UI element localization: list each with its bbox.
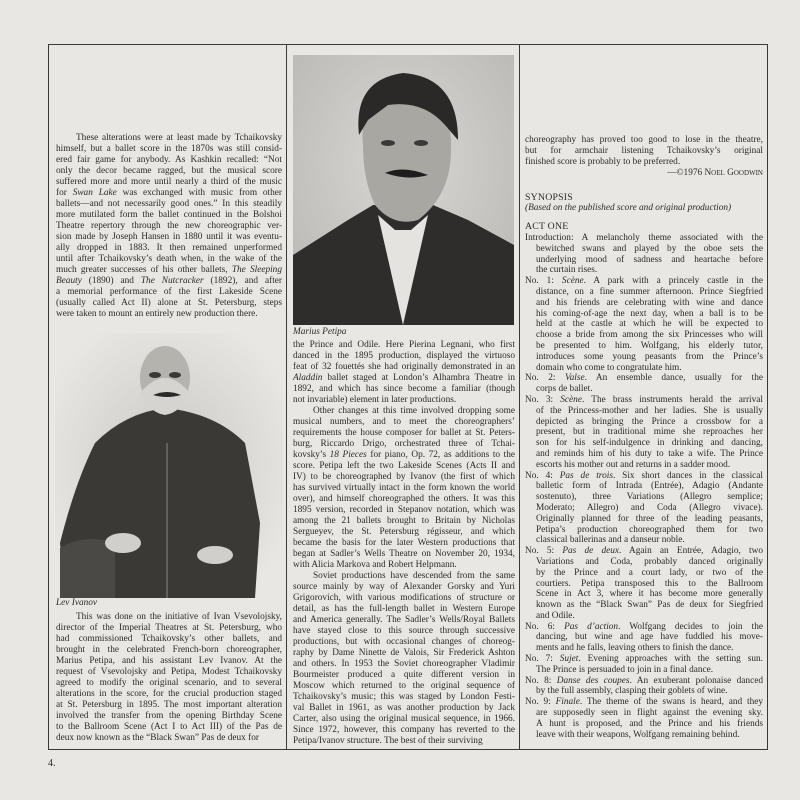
- column-3: [525, 135, 763, 740]
- text-line: [56, 188, 282, 199]
- text-segment: . Wolfgang decides to join the: [618, 621, 763, 632]
- text-segment: . Six short dances in the classical: [612, 470, 763, 481]
- text-line: ered fair game for anybody. As Kashkin recalled: “Not: [56, 155, 282, 165]
- text-line: [56, 265, 282, 276]
- synopsis-entry: [525, 373, 763, 395]
- text-line: Petipa/Ivanov structure. The best of their surviving: [293, 736, 483, 746]
- text-line: bewitched swans and played by the oboe sets the: [536, 243, 763, 254]
- italic-text: Scène: [561, 276, 584, 287]
- text-line: Moderato; Allegro) and Coda (Allegro vivace).: [536, 502, 763, 513]
- text-line: deux now known as the “Black Swan” Pas de deux for: [56, 733, 259, 743]
- text-line: and his friends are celebrating with wine and dance: [536, 297, 763, 308]
- italic-text: Danse des coupes: [556, 675, 630, 686]
- author-signature: [525, 168, 763, 179]
- italic-text: Sujet: [559, 654, 579, 665]
- text-line: dancing, but wine and age have fuddled his move-: [536, 632, 763, 643]
- italic-text: 18 Pieces: [329, 450, 367, 460]
- text-segment: ballet staged at London’s Alhambra Theatre in: [322, 373, 515, 383]
- text-line: Originally planned for three of the leading peasants,: [536, 513, 763, 524]
- article-text-col1-bottom: [56, 612, 282, 744]
- text-segment: (1890) and: [81, 276, 141, 286]
- text-line: danced in the 1895 production, displayed the virtuoso: [293, 351, 515, 361]
- text-line: choreography has proved too good to lose in the theatre,: [525, 135, 763, 145]
- text-line: Bourmeister produced a quite different version in: [293, 670, 515, 680]
- synopsis-subtitle: (Based on the published score and original production): [525, 203, 732, 213]
- text-segment: No. 7:: [525, 654, 560, 665]
- text-line: and others. In 1953 the Soviet choreographer Vladimir: [293, 659, 515, 669]
- text-line: corps de ballet.: [536, 384, 593, 395]
- text-line: brought in the celebrated French-born choreographer,: [56, 645, 282, 655]
- text-line: and Odile.: [536, 610, 575, 621]
- synopsis-entry: [525, 622, 763, 654]
- text-line: be presented to him. Wolfgang, his elderly tutor,: [536, 340, 763, 351]
- text-line: Tchaikovsky’s music; this was staged by London Festi-: [293, 692, 515, 702]
- text-segment: for piano, Op. 72, as additions to the: [366, 450, 515, 460]
- text-line: escorts his mother out and returns in a sadder mood.: [536, 459, 731, 470]
- text-segment: No. 4:: [525, 470, 560, 481]
- text-line: Moscow which returned to the original sequence of: [293, 681, 515, 691]
- text-segment: No. 2:: [525, 373, 565, 384]
- text-line: balletic form of Intrada (Entrée), Adagio (Andante: [536, 481, 763, 492]
- synopsis-entry: [525, 233, 763, 276]
- text-segment: No. 6:: [525, 621, 565, 632]
- text-line: had commissioned Tchaikovsky’s other ballets, and: [56, 634, 282, 644]
- text-line: among the 21 ballets brought to Britain by Nicholas: [293, 516, 515, 526]
- text-segment: No. 9:: [525, 697, 556, 708]
- italic-text: Pas de trois: [559, 470, 613, 481]
- text-line: more mutilated form the ballet continued in the Bolshoi: [56, 210, 282, 220]
- text-line: suffered more and more until nearly a third of the music: [56, 177, 282, 187]
- text-line: involved the transfer from the opening Birthday Scene: [56, 711, 282, 721]
- text-line: Introduction: A melancholy theme associated with the: [525, 233, 763, 243]
- text-line: [525, 471, 763, 482]
- paragraph: [293, 571, 515, 747]
- text-line: Petipa’s production choreographed them for two: [536, 524, 763, 535]
- text-line: the curtain rises.: [536, 265, 598, 276]
- text-line: were taken to mount an entirely new production there.: [56, 309, 258, 319]
- text-line: burg, Riccardo Drigo, orchestrated three of Tchai-: [293, 439, 515, 449]
- text-line: Soviet productions have descended from the same: [313, 571, 515, 581]
- synopsis-entry: [525, 676, 763, 698]
- text-line: Variations and Coda, probably danced originally: [536, 556, 763, 567]
- text-segment: for: [56, 188, 73, 198]
- small-caps-text: Noel Goodwin: [704, 168, 763, 178]
- text-line: raphy by Dame Ninette de Valois, Sir Frederick Ashton: [293, 648, 515, 658]
- synopsis-entry: [525, 546, 763, 622]
- italic-text: Pas de deux: [562, 546, 619, 557]
- text-line: with Alicia Markova and Robert Helpmann.: [293, 560, 457, 570]
- text-segment: . An ensemble dance, usually for the: [584, 373, 763, 384]
- text-line: The Prince is persuaded to join in a final dance.: [536, 664, 714, 675]
- text-line: [525, 373, 763, 384]
- marius-petipa-photo: [293, 55, 514, 325]
- text-line: held at the castle at which he will be expected to: [536, 319, 763, 330]
- column-divider: [286, 44, 287, 750]
- text-segment: No. 1:: [525, 276, 562, 287]
- text-line: Marius Petipa, and his assistant Lev Ivanov. At the: [56, 656, 282, 666]
- text-line: score. Petipa left the two Lakeside Scenes (Acts II and: [293, 461, 515, 471]
- text-line: classical ballerinas and a danseur noble.: [536, 535, 685, 546]
- text-segment: . An exuberant polonaise danced: [629, 675, 763, 686]
- text-line: A hunt is proposed, and the Prince and his friends: [536, 718, 763, 729]
- text-line: Grigorovich, with various modifications of structure or: [293, 593, 515, 603]
- text-line: [525, 546, 763, 557]
- text-line: sion made by Joseph Hansen in 1880 until it was eventu-: [56, 232, 282, 242]
- text-segment: No. 8:: [525, 675, 557, 686]
- text-line: Other changes at this time involved dropping some: [313, 406, 515, 416]
- article-text-col1-top: [56, 133, 282, 320]
- text-line: leave with their weapons, Wolfgang remaining behind.: [536, 729, 740, 740]
- text-segment: No. 5:: [525, 546, 563, 557]
- text-line: This was done on the initiative of Ivan Vsevolojsky,: [76, 612, 282, 622]
- italic-text: The Sleeping: [231, 265, 282, 275]
- text-segment: . The theme of the swans is heard, and they: [579, 697, 763, 708]
- text-line: finished score is probably to be preferred.: [525, 157, 681, 167]
- text-line: feat of 32 fouettés she had originally demonstrated in an: [293, 362, 515, 372]
- italic-text: Finale: [555, 697, 580, 708]
- italic-text: Pas d’action: [564, 621, 619, 632]
- text-line: Scene in Act 3, where it has become more generally: [536, 589, 763, 600]
- text-line: but for armchair listening Tchaikovsky’s original: [525, 146, 763, 156]
- italic-text: Beauty: [56, 276, 82, 286]
- text-line: director of the Imperial Theatres at St. Petersburg, who: [56, 623, 282, 633]
- article-text-col2: [293, 340, 515, 747]
- text-line: [293, 373, 515, 384]
- text-line: to the Ballroom Scene (Act I to Act III) of the Pas de: [56, 722, 282, 732]
- text-line: distance, on a fine summer afternoon. Prince Siegfried: [536, 286, 763, 297]
- photo-caption-petipa: Marius Petipa: [293, 327, 347, 337]
- text-segment: kovsky’s: [293, 450, 330, 460]
- text-line: [525, 276, 763, 287]
- text-line: [525, 654, 763, 665]
- text-line: not invariable) element in later productions.: [293, 395, 457, 405]
- text-line: ally dropped in 1883. It then remained unperformed: [56, 243, 282, 253]
- text-line: only the decor became ragged, but the musical score: [56, 166, 282, 176]
- text-line: [525, 395, 763, 406]
- text-line: became the basis for the later Western productions that: [293, 538, 515, 548]
- text-line: Carter, also using the original musical sequence, in 1966.: [293, 714, 515, 724]
- text-line: sostenuto), three Variations (Allegro semplice;: [536, 492, 763, 503]
- text-line: underlying mood of sadness and heartache before: [536, 254, 763, 265]
- text-line: Since 1972, however, this company has reverted to the: [293, 725, 515, 735]
- text-line: by the Prince and a court lady, or two of the: [536, 567, 763, 578]
- act-heading: ACT ONE: [525, 221, 569, 232]
- text-line: request of Vsevolojsky and Petipa, Modest Tchaikovsky: [56, 667, 282, 677]
- text-line: depicted as bringing the Prince a crossbow for a: [536, 416, 763, 427]
- text-segment: No. 3:: [525, 394, 561, 405]
- text-line: Sergueyev, the St. Petersburg régisseur, and which: [293, 527, 515, 537]
- text-line: has survived virtually intact in the form known the world: [293, 483, 515, 493]
- text-line: productions, but with occasional changes of choreog-: [293, 637, 515, 647]
- text-line: [525, 697, 763, 708]
- italic-text: Scène: [560, 394, 582, 405]
- text-line: choose a bride from among the six Princesses who will: [536, 330, 763, 341]
- page-number: 4.: [48, 758, 56, 769]
- text-line: known as the “Black Swan” Pas de deux for Siegfried: [536, 600, 763, 611]
- text-segment: (1892), and after: [203, 276, 282, 286]
- article-text-col3: [525, 135, 763, 168]
- text-line: ments and he falls, leaving others to finish the dance.: [536, 643, 734, 654]
- text-segment: . The brass instruments herald the arrival: [581, 394, 763, 405]
- text-line: ballets—and not necessarily good ones.” In this steadily: [56, 199, 282, 209]
- text-line: [56, 276, 282, 287]
- text-line: detail, as has the full-length ballet in Western Europe: [293, 604, 515, 614]
- text-line: and reminds him of his duty to take a wife. The Prince: [536, 448, 763, 459]
- text-line: until after Tchaikovsky’s death when, in the wake of the: [56, 254, 282, 264]
- synopsis-entry: [525, 697, 763, 740]
- text-line: himself, but a ballet score in the 1870s was still consid-: [56, 144, 282, 154]
- text-line: [525, 676, 763, 687]
- text-line: over), and himself choreographed the others. It was this: [293, 494, 515, 504]
- italic-text: The Nutcracker: [140, 276, 204, 286]
- synopsis-entries: [525, 233, 763, 740]
- text-line: domain who come to congratulate him.: [536, 362, 682, 373]
- text-line: These alterations were at least made by Tchaikovsky: [76, 133, 282, 143]
- text-line: IV) to be choreographed by Ivanov (the first of which: [293, 472, 515, 482]
- italic-text: Swan Lake: [72, 188, 117, 198]
- text-line: [525, 622, 763, 633]
- text-line: Theatre repertory through the new choreographic ver-: [56, 221, 282, 231]
- text-line: [293, 450, 515, 461]
- text-line: 1892, and which has since become a familiar (though: [293, 384, 515, 394]
- column-divider: [519, 44, 520, 750]
- text-line: requirements the house composer for ballet at St. Peters-: [293, 428, 515, 438]
- text-line: are supposedly seen in flight against the evening sky.: [536, 708, 763, 719]
- text-segment: was exchanged with music from other: [116, 188, 283, 198]
- text-segment: . Evening approaches with the setting sun.: [578, 654, 763, 665]
- synopsis-heading: SYNOPSIS: [525, 192, 573, 203]
- text-line: began at Sadler’s Wells Theatre on November 20, 1934,: [293, 549, 515, 559]
- text-line: source mainly by way of Alexander Gorsky and Yuri: [293, 582, 515, 592]
- paragraph: [293, 406, 515, 571]
- synopsis-entry: [525, 395, 763, 471]
- text-segment: . A park with a princely castle in the: [583, 276, 763, 287]
- lev-ivanov-photo: [55, 333, 283, 598]
- italic-text: Valse: [564, 373, 585, 384]
- photo-caption-ivanov: Lev Ivanov: [56, 598, 98, 608]
- text-line: of the Princess-mother and her ladies. She is usually: [536, 405, 763, 416]
- text-line: present, but in traditional mime she reproaches her: [536, 427, 763, 438]
- text-line: (usually called Act II) alone at St. Petersburg, steps: [56, 298, 282, 308]
- text-segment: . Again an Entrée, Adagio, two: [619, 546, 764, 557]
- text-line: introduces some young peasants from the Prince’s: [536, 351, 763, 362]
- italic-text: Aladdin: [293, 373, 323, 383]
- synopsis-entry: [525, 276, 763, 373]
- text-line: 1895 version, recorded in Stepanov notation, which was: [293, 505, 515, 515]
- text-line: have stayed close to this source through successive: [293, 626, 515, 636]
- text-line: musical numbers, and to meet the choreographers’: [293, 417, 515, 427]
- synopsis-entry: [525, 471, 763, 547]
- text-line: his coming-of-age the next day, when a ball is to be: [536, 308, 763, 319]
- text-line: at St. Petersburg in 1895. The most important alteration: [56, 700, 282, 710]
- text-line: son for his self-indulgence in drinking and dancing,: [536, 438, 763, 449]
- text-segment: —©1976: [667, 168, 705, 178]
- text-line: val Ballet in 1961, as was another production by Jack: [293, 703, 515, 713]
- text-line: by the full assembly, clasping their goblets of wine.: [536, 686, 728, 697]
- text-line: a memorial performance of the first Lakeside Scene: [56, 287, 282, 297]
- text-line: agreed to modify the original scenario, and to several: [56, 678, 282, 688]
- text-line: courtiers. Petipa transposed this to the Ballroom: [536, 578, 763, 589]
- text-line: the Prince and Odile. Here Pierina Legnani, who first: [293, 340, 515, 350]
- text-line: and America generally. The Sadler’s Wells/Royal Ballets: [293, 615, 515, 625]
- synopsis-entry: [525, 654, 763, 676]
- text-segment: much greater successes of his other ballets,: [56, 265, 232, 275]
- text-line: alterations in the score, for the crucial production staged: [56, 689, 282, 699]
- paragraph: [293, 340, 515, 406]
